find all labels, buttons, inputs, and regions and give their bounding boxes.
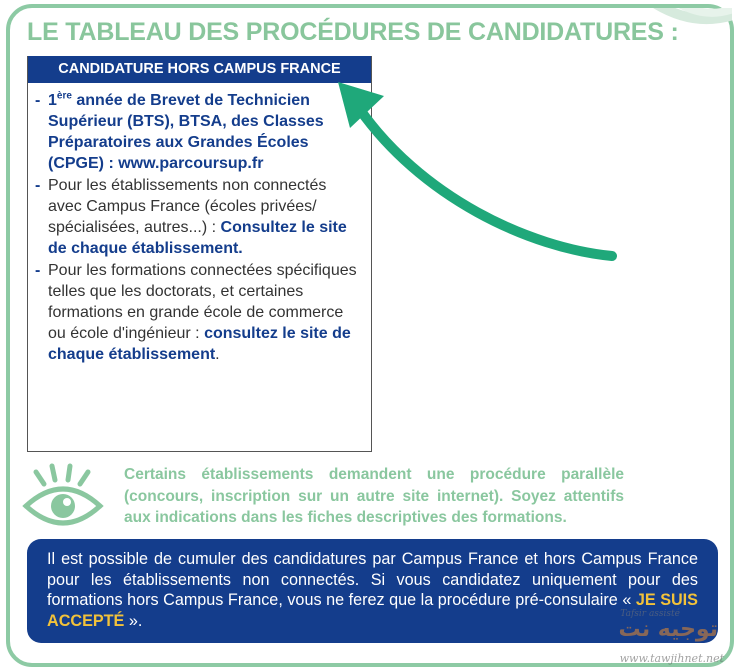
item3-text: Pour les formations connectées spécifiques telles que les doctorats, et certaines formations en grande école de commerce ou école d'ingénieur : xyxy=(48,262,357,342)
eye-icon xyxy=(22,462,104,534)
watermark xyxy=(594,609,724,665)
info-accent: JE SUIS ACCEPTÉ xyxy=(47,591,698,631)
item3-link-text: consultez le site de chaque établissement xyxy=(48,325,351,363)
watermark-logo: توجيه نت xyxy=(618,617,718,642)
item2-link-text: Consultez le site de chaque établissement. xyxy=(48,219,347,257)
list-item xyxy=(35,90,363,174)
curved-arrow-icon xyxy=(330,78,630,278)
box-header: CANDIDATURE HORS CAMPUS FRANCE xyxy=(28,56,371,83)
info-box: Il est possible de cumuler des candidatures par Campus France et hors Campus France pour les établissements non connectés. Si vous candidatez uniquement pour des formations hors Campus France, vous ne ferez que la procédure pré-consulaire « JE SUIS ACCEPTÉ ». xyxy=(27,539,718,643)
info-text: Il est possible de cumuler des candidatures par Campus France et hors Campus France pour les établissements non connectés. Si vous candidatez uniquement pour des formations hors Campus France, vous ne ferez que la procédure pré-consulaire « xyxy=(47,550,698,610)
hors-campus-box xyxy=(27,56,372,452)
list-item: - Pour les formations connectées spécifiques telles que les doctorats, et certaines formations en grande école de commerce ou école d'ingénieur : consultez le site de chaque établissement. xyxy=(35,260,363,365)
watermark-url: www.tawjihnet.net xyxy=(619,652,724,665)
list-item xyxy=(35,175,363,259)
attention-note: Certains établissements demandent une procédure parallèle (concours, inscription sur un autre site internet). Soyez attentifs aux indications dans les fiches descriptives des formations. xyxy=(124,466,624,526)
item2-text: Pour les établissements non connectés avec Campus France (écoles privées/ spécialisées, autres...) : xyxy=(48,177,327,236)
watermark-tagline: Tafsir assisté xyxy=(620,609,680,619)
item1-text: 1ère année de Brevet de Technicien Supérieur (BTS), BTSA, des Classes Préparatoires aux Grandes Écoles (CPGE) : www.parcoursup.fr xyxy=(48,90,324,172)
page-title: LE TABLEAU DES PROCÉDURES DE CANDIDATURES : xyxy=(27,18,679,46)
procedure-list xyxy=(28,83,371,365)
